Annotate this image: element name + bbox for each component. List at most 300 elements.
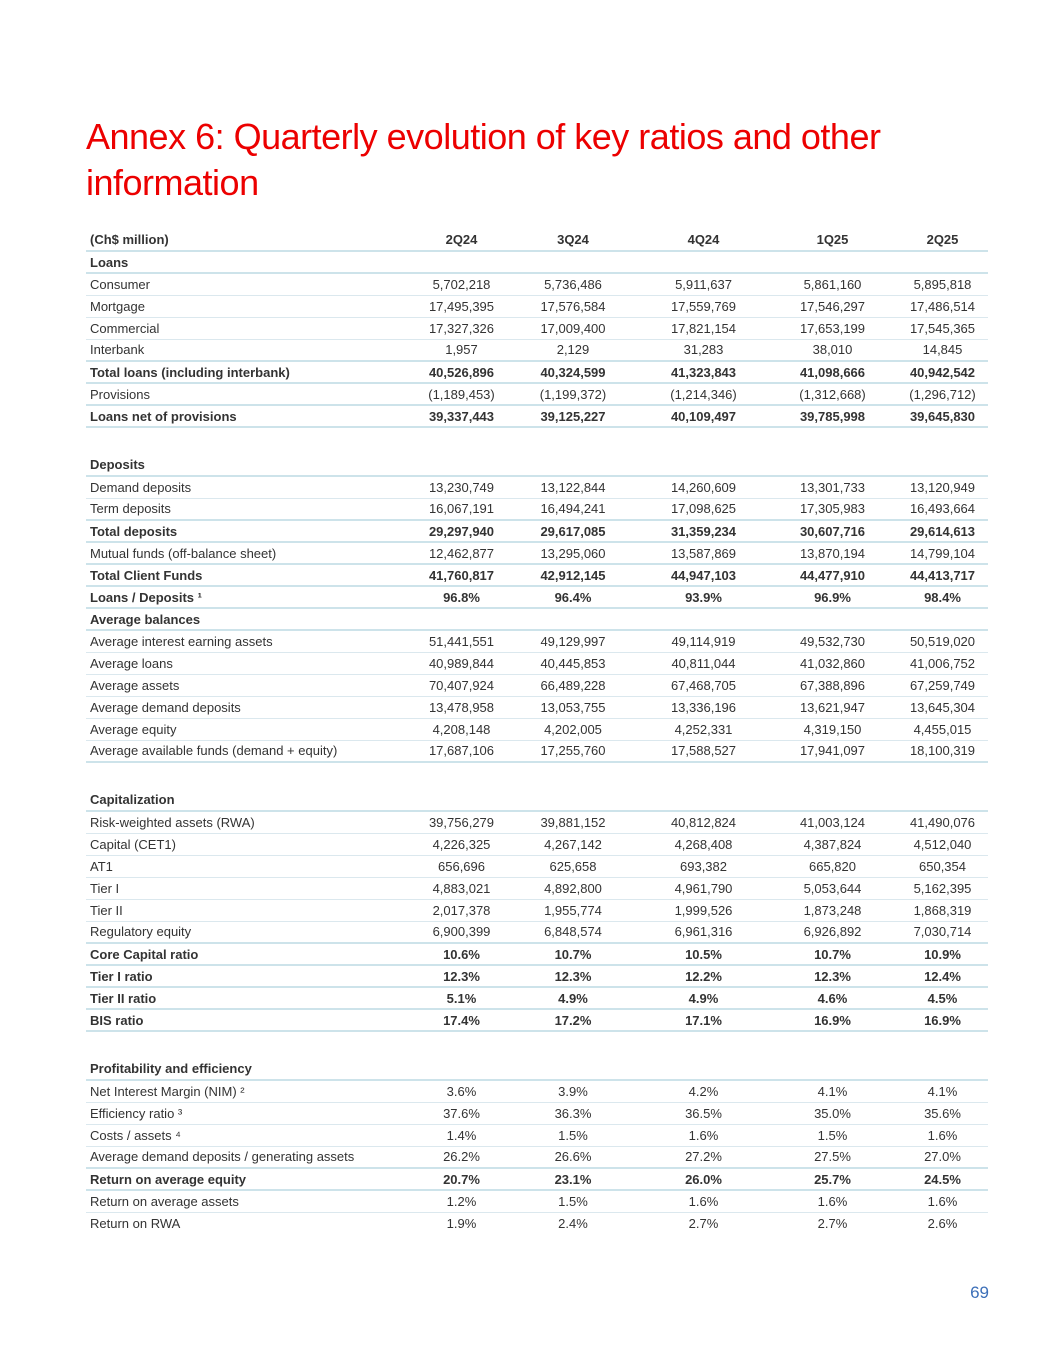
table-row: [86, 273, 988, 295]
row-value: [416, 608, 507, 630]
row-value: 70,407,924: [416, 674, 507, 696]
table-row: [86, 383, 988, 405]
row-value: 16,493,664: [897, 498, 988, 520]
row-value: [507, 1058, 639, 1080]
table-row: [86, 520, 988, 542]
row-value: 17,305,983: [768, 498, 897, 520]
row-value: 31,359,234: [639, 520, 768, 542]
row-label: Interbank: [86, 339, 416, 361]
row-value: 656,696: [416, 855, 507, 877]
row-value: 41,003,124: [768, 811, 897, 833]
row-value: (1,199,372): [507, 383, 639, 405]
row-value: 1,999,526: [639, 899, 768, 921]
row-value: 12,462,877: [416, 542, 507, 564]
row-value: [768, 251, 897, 273]
row-value: 17,545,365: [897, 317, 988, 339]
header-4q24: 4Q24: [639, 229, 768, 251]
row-value: 40,942,542: [897, 361, 988, 383]
row-label: Profitability and efficiency: [86, 1058, 416, 1080]
row-value: 4,226,325: [416, 833, 507, 855]
row-value: 40,811,044: [639, 652, 768, 674]
row-value: 41,323,843: [639, 361, 768, 383]
table-row: [86, 361, 988, 383]
row-value: [507, 251, 639, 273]
row-value: 39,881,152: [507, 811, 639, 833]
row-value: 1.6%: [897, 1190, 988, 1212]
row-label: Average assets: [86, 674, 416, 696]
table-row: [86, 1168, 988, 1190]
row-value: [897, 1058, 988, 1080]
header-3q24: 3Q24: [507, 229, 639, 251]
row-value: 1.5%: [507, 1190, 639, 1212]
row-label: [86, 427, 416, 454]
table-row: [86, 317, 988, 339]
row-value: 16.9%: [897, 1009, 988, 1031]
row-value: 4,883,021: [416, 877, 507, 899]
row-value: 12.3%: [507, 965, 639, 987]
row-value: 17,255,760: [507, 740, 639, 762]
row-value: (1,214,346): [639, 383, 768, 405]
row-value: [768, 1058, 897, 1080]
row-value: 6,900,399: [416, 921, 507, 943]
row-label: Capital (CET1): [86, 833, 416, 855]
row-value: 5.1%: [416, 987, 507, 1009]
row-label: BIS ratio: [86, 1009, 416, 1031]
row-value: 4.9%: [639, 987, 768, 1009]
table-row: [86, 586, 988, 608]
row-value: 30,607,716: [768, 520, 897, 542]
row-value: 4,252,331: [639, 718, 768, 740]
row-value: 1.2%: [416, 1190, 507, 1212]
row-value: 40,526,896: [416, 361, 507, 383]
row-value: 6,848,574: [507, 921, 639, 943]
page-number: 69: [970, 1283, 989, 1302]
row-value: 27.0%: [897, 1146, 988, 1168]
row-value: 41,490,076: [897, 811, 988, 833]
row-label: Net Interest Margin (NIM) ²: [86, 1080, 416, 1102]
row-value: 44,413,717: [897, 564, 988, 586]
row-value: 4.1%: [768, 1080, 897, 1102]
row-value: 16.9%: [768, 1009, 897, 1031]
row-value: 16,067,191: [416, 498, 507, 520]
row-value: [507, 1031, 639, 1058]
section-header-row: [86, 1058, 988, 1080]
row-label: Regulatory equity: [86, 921, 416, 943]
row-value: [639, 427, 768, 454]
row-value: [416, 789, 507, 811]
row-value: [416, 1058, 507, 1080]
row-value: 66,489,228: [507, 674, 639, 696]
section-header-row: [86, 789, 988, 811]
section-header-row: [86, 454, 988, 476]
row-value: [897, 1031, 988, 1058]
row-value: 5,162,395: [897, 877, 988, 899]
row-value: 5,895,818: [897, 273, 988, 295]
section-header-row: [86, 251, 988, 273]
row-value: 4.6%: [768, 987, 897, 1009]
row-value: 17,687,106: [416, 740, 507, 762]
row-label: Tier II: [86, 899, 416, 921]
table-row: [86, 833, 988, 855]
row-value: 14,845: [897, 339, 988, 361]
spacer-row: [86, 1031, 988, 1058]
row-value: [416, 454, 507, 476]
row-value: 4,961,790: [639, 877, 768, 899]
table-row: [86, 718, 988, 740]
row-value: 1.6%: [639, 1190, 768, 1212]
row-label: Capitalization: [86, 789, 416, 811]
row-value: [416, 427, 507, 454]
row-value: 39,785,998: [768, 405, 897, 427]
row-value: 17,576,584: [507, 295, 639, 317]
row-value: 3.9%: [507, 1080, 639, 1102]
table-row: [86, 696, 988, 718]
row-value: 12.2%: [639, 965, 768, 987]
row-label: Average available funds (demand + equity): [86, 740, 416, 762]
table-row: [86, 965, 988, 987]
row-value: 5,702,218: [416, 273, 507, 295]
row-value: [768, 762, 897, 789]
row-value: 2,017,378: [416, 899, 507, 921]
row-value: [639, 1058, 768, 1080]
row-value: 13,621,947: [768, 696, 897, 718]
row-value: [897, 789, 988, 811]
row-value: 10.5%: [639, 943, 768, 965]
row-value: [507, 608, 639, 630]
row-value: [639, 608, 768, 630]
row-label: Tier I ratio: [86, 965, 416, 987]
row-value: 2.7%: [817, 1215, 848, 1231]
row-value: 67,388,896: [768, 674, 897, 696]
row-value: 1,873,248: [768, 899, 897, 921]
row-value: 665,820: [768, 855, 897, 877]
row-label: Loans net of provisions: [86, 405, 416, 427]
row-value: 51,441,551: [416, 630, 507, 652]
table-row: [86, 855, 988, 877]
row-value: 5,861,160: [768, 273, 897, 295]
table-row: [86, 987, 988, 1009]
row-value: 29,614,613: [897, 520, 988, 542]
row-value: 2,129: [507, 339, 639, 361]
row-value: 18,100,319: [897, 740, 988, 762]
row-value: 625,658: [507, 855, 639, 877]
row-value: 14,260,609: [639, 476, 768, 498]
spacer-row: [86, 762, 988, 789]
table-row: [86, 674, 988, 696]
row-label: Return on RWA: [90, 1215, 181, 1231]
row-value: [897, 762, 988, 789]
row-value: 35.0%: [768, 1102, 897, 1124]
row-value: 29,617,085: [507, 520, 639, 542]
header-2q25: 2Q25: [897, 229, 988, 251]
row-value: 1.6%: [639, 1124, 768, 1146]
row-value: 12.3%: [768, 965, 897, 987]
row-label: Loans: [86, 251, 416, 273]
row-value: 17,009,400: [507, 317, 639, 339]
row-value: 7,030,714: [897, 921, 988, 943]
row-value: 3.6%: [416, 1080, 507, 1102]
row-value: [768, 789, 897, 811]
row-value: 17,821,154: [639, 317, 768, 339]
row-label: Average balances: [86, 608, 416, 630]
row-value: 1,955,774: [507, 899, 639, 921]
row-label: Efficiency ratio ³: [86, 1102, 416, 1124]
row-label: Average equity: [86, 718, 416, 740]
row-value: 38,010: [768, 339, 897, 361]
row-value: 10.6%: [416, 943, 507, 965]
spacer-row: [86, 427, 988, 454]
row-label: Provisions: [86, 383, 416, 405]
row-value: 17,941,097: [768, 740, 897, 762]
row-value: 4.9%: [507, 987, 639, 1009]
row-value: 17,098,625: [639, 498, 768, 520]
row-label: Risk-weighted assets (RWA): [86, 811, 416, 833]
row-value: [416, 251, 507, 273]
row-value: 41,098,666: [768, 361, 897, 383]
row-value: 12.4%: [897, 965, 988, 987]
row-value: 41,032,860: [768, 652, 897, 674]
row-value: 17,546,297: [768, 295, 897, 317]
row-value: 31,283: [639, 339, 768, 361]
row-value: 35.6%: [897, 1102, 988, 1124]
row-label: Term deposits: [86, 498, 416, 520]
row-label: AT1: [86, 855, 416, 877]
row-value: [507, 427, 639, 454]
row-label: Return on average assets: [86, 1190, 416, 1212]
row-value: [507, 762, 639, 789]
row-value: 17,495,395: [416, 295, 507, 317]
row-value: 67,259,749: [897, 674, 988, 696]
row-value: 17,588,527: [639, 740, 768, 762]
row-value: 49,532,730: [768, 630, 897, 652]
row-value: 98.4%: [897, 586, 988, 608]
row-value: 1.5%: [768, 1124, 897, 1146]
row-value: 44,477,910: [768, 564, 897, 586]
row-value: 5,911,637: [639, 273, 768, 295]
table-row: [86, 652, 988, 674]
row-value: 1,957: [416, 339, 507, 361]
row-value: 39,645,830: [897, 405, 988, 427]
row-value: [507, 789, 639, 811]
row-value: 27.5%: [768, 1146, 897, 1168]
row-label: Average loans: [86, 652, 416, 674]
table-row: [86, 877, 988, 899]
table-row: [86, 1212, 988, 1234]
row-value: 24.5%: [897, 1168, 988, 1190]
header-units: (Ch$ million): [86, 229, 416, 251]
row-value: [639, 251, 768, 273]
table-row: [86, 811, 988, 833]
row-value: 5,736,486: [507, 273, 639, 295]
row-value: 41,006,752: [897, 652, 988, 674]
table-row: [86, 921, 988, 943]
row-value: [768, 427, 897, 454]
row-label: Commercial: [86, 317, 416, 339]
row-value: 2.4%: [558, 1215, 588, 1231]
row-value: 1.6%: [897, 1124, 988, 1146]
row-value: 6,961,316: [639, 921, 768, 943]
row-value: 13,122,844: [507, 476, 639, 498]
row-value: (1,296,712): [897, 383, 988, 405]
row-label: Return on average equity: [86, 1168, 416, 1190]
row-value: 6,926,892: [768, 921, 897, 943]
table-row: [86, 476, 988, 498]
row-value: 1.4%: [416, 1124, 507, 1146]
row-value: 37.6%: [416, 1102, 507, 1124]
row-value: 13,645,304: [897, 696, 988, 718]
row-value: 40,324,599: [507, 361, 639, 383]
row-value: 13,336,196: [639, 696, 768, 718]
row-value: 12.3%: [416, 965, 507, 987]
row-value: (1,312,668): [768, 383, 897, 405]
table-row: [86, 405, 988, 427]
row-label: Deposits: [86, 454, 416, 476]
row-value: 96.4%: [507, 586, 639, 608]
row-value: 29,297,940: [416, 520, 507, 542]
table-row: [86, 1102, 988, 1124]
header-2q24: 2Q24: [416, 229, 507, 251]
table-body: [86, 251, 988, 1234]
row-value: [768, 608, 897, 630]
row-value: 44,947,103: [639, 564, 768, 586]
row-label: Average interest earning assets: [86, 630, 416, 652]
row-value: 4,455,015: [897, 718, 988, 740]
row-value: 42,912,145: [507, 564, 639, 586]
row-value: 4,208,148: [416, 718, 507, 740]
row-label: Mutual funds (off-balance sheet): [86, 542, 416, 564]
row-label: Consumer: [86, 273, 416, 295]
row-value: 40,812,824: [639, 811, 768, 833]
row-label: Total loans (including interbank): [86, 361, 416, 383]
table-row: [86, 943, 988, 965]
row-value: [639, 454, 768, 476]
key-ratios-table: [86, 229, 988, 1234]
row-value: 1.5%: [507, 1124, 639, 1146]
row-value: 26.0%: [639, 1168, 768, 1190]
table-row: [86, 339, 988, 361]
row-value: 49,114,919: [639, 630, 768, 652]
row-label: Total deposits: [86, 520, 416, 542]
table-row: [86, 1146, 988, 1168]
row-value: 4,268,408: [639, 833, 768, 855]
row-value: 17.2%: [507, 1009, 639, 1031]
row-value: 13,301,733: [768, 476, 897, 498]
table-row: [86, 1009, 988, 1031]
table-row: [86, 630, 988, 652]
row-value: 17,486,514: [897, 295, 988, 317]
row-value: 10.7%: [507, 943, 639, 965]
row-label: Average demand deposits: [86, 696, 416, 718]
row-value: 67,468,705: [639, 674, 768, 696]
row-value: 23.1%: [507, 1168, 639, 1190]
row-value: [897, 454, 988, 476]
row-value: 17,327,326: [416, 317, 507, 339]
row-value: 13,870,194: [768, 542, 897, 564]
row-value: [897, 427, 988, 454]
row-value: 4,387,824: [768, 833, 897, 855]
row-value: 17.4%: [416, 1009, 507, 1031]
row-value: 96.9%: [768, 586, 897, 608]
row-value: 2.7%: [688, 1215, 719, 1231]
row-value: 13,053,755: [507, 696, 639, 718]
row-value: 17,653,199: [768, 317, 897, 339]
row-value: 13,120,949: [897, 476, 988, 498]
header-1q25: 1Q25: [768, 229, 897, 251]
row-value: 50,519,020: [897, 630, 988, 652]
row-label: Mortgage: [86, 295, 416, 317]
row-value: 13,587,869: [639, 542, 768, 564]
table-row: [86, 295, 988, 317]
row-value: 39,337,443: [416, 405, 507, 427]
table-row: [86, 1080, 988, 1102]
row-value: 40,989,844: [416, 652, 507, 674]
row-value: [897, 608, 988, 630]
row-value: 39,756,279: [416, 811, 507, 833]
row-value: 10.7%: [768, 943, 897, 965]
row-value: [639, 1031, 768, 1058]
row-value: 49,129,997: [507, 630, 639, 652]
row-value: 650,354: [897, 855, 988, 877]
table-row: [86, 498, 988, 520]
row-value: 26.6%: [507, 1146, 639, 1168]
row-value: [507, 454, 639, 476]
row-value: 14,799,104: [897, 542, 988, 564]
row-value: 4,202,005: [507, 718, 639, 740]
row-value: [416, 1031, 507, 1058]
row-label: Total Client Funds: [86, 564, 416, 586]
row-value: 1.6%: [768, 1190, 897, 1212]
row-value: 10.9%: [897, 943, 988, 965]
table-row: [86, 1124, 988, 1146]
row-value: [639, 762, 768, 789]
row-value: 2.6%: [927, 1215, 958, 1231]
row-label: [86, 1031, 416, 1058]
table-row: [86, 542, 988, 564]
row-label: Tier I: [86, 877, 416, 899]
row-label: Average demand deposits / generating assets: [86, 1146, 416, 1168]
row-value: 4,267,142: [507, 833, 639, 855]
row-value: 13,230,749: [416, 476, 507, 498]
row-value: 4.2%: [639, 1080, 768, 1102]
row-label: [86, 762, 416, 789]
row-value: 36.5%: [639, 1102, 768, 1124]
row-value: 4,512,040: [897, 833, 988, 855]
row-value: 26.2%: [416, 1146, 507, 1168]
row-value: 17,559,769: [639, 295, 768, 317]
row-value: 40,109,497: [639, 405, 768, 427]
row-label: Loans / Deposits ¹: [86, 586, 416, 608]
section-header-row: [86, 608, 988, 630]
row-value: 1.9%: [446, 1215, 477, 1231]
row-value: 4,319,150: [768, 718, 897, 740]
row-value: 40,445,853: [507, 652, 639, 674]
row-label: Core Capital ratio: [86, 943, 416, 965]
row-value: 20.7%: [416, 1168, 507, 1190]
row-value: [897, 251, 988, 273]
row-value: 4.1%: [897, 1080, 988, 1102]
table-row: [86, 740, 988, 762]
row-value: 96.8%: [416, 586, 507, 608]
row-value: 93.9%: [639, 586, 768, 608]
row-value: 13,478,958: [416, 696, 507, 718]
row-value: 4.5%: [897, 987, 988, 1009]
row-value: 13,295,060: [507, 542, 639, 564]
row-value: [416, 762, 507, 789]
row-value: 17.1%: [639, 1009, 768, 1031]
table-row: [86, 899, 988, 921]
row-value: [768, 454, 897, 476]
row-value: 693,382: [639, 855, 768, 877]
